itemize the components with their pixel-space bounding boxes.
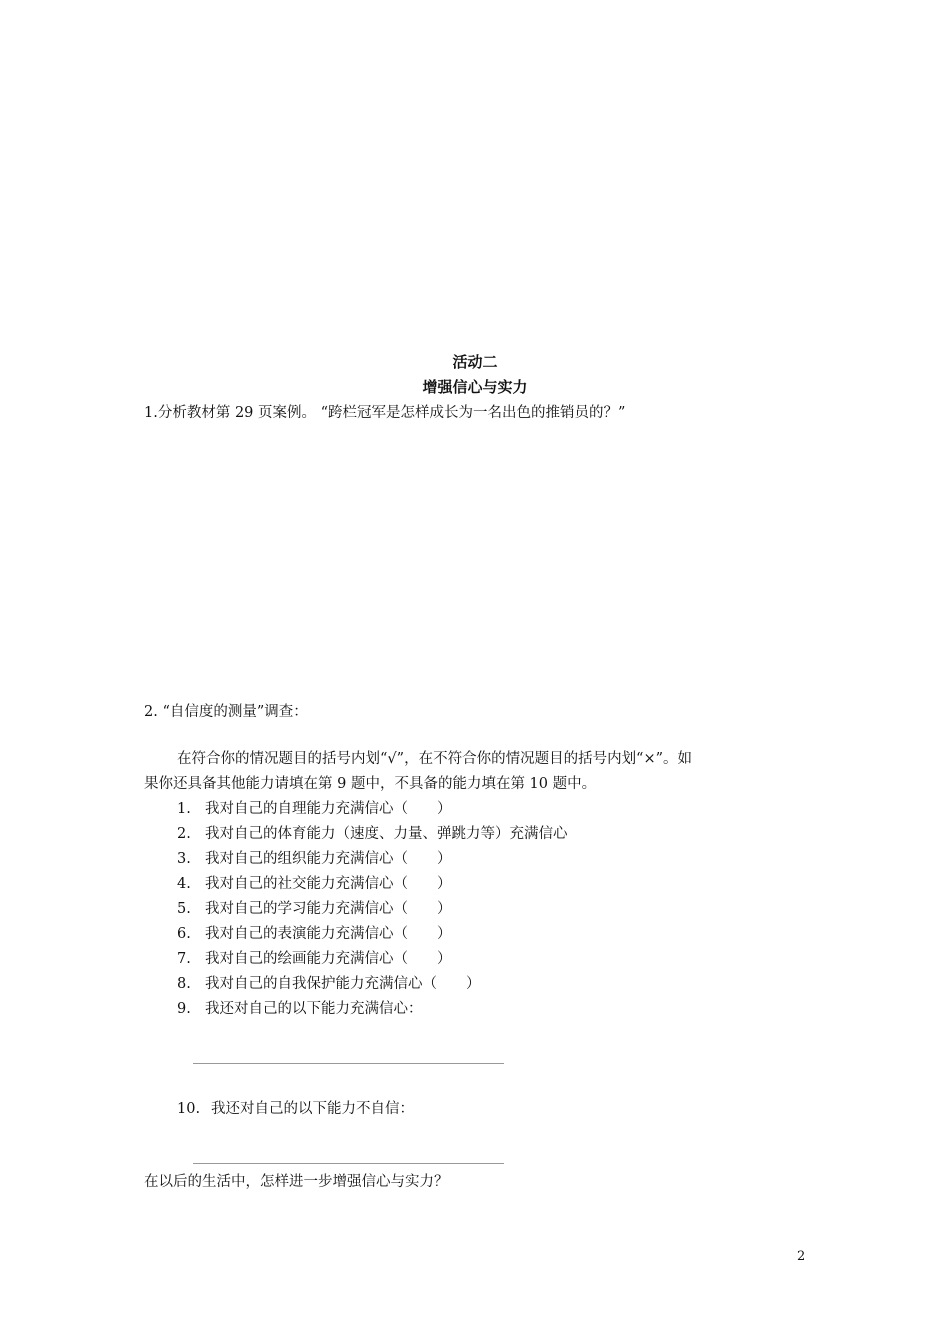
survey-item-text: 我对自己的组织能力充满信心（ ） xyxy=(205,851,452,867)
survey-item-number: 5. xyxy=(177,901,191,917)
survey-item xyxy=(177,849,452,869)
survey-item-text: 我对自己的体育能力（速度、力量、弹跳力等）充满信心 xyxy=(205,826,568,842)
question-2-title: 2. “自信度的测量”调查： xyxy=(144,704,308,720)
survey-item-number: 1. xyxy=(177,801,191,817)
question-2-instruction-line-1: 在符合你的情况题目的括号内划“√”，在不符合你的情况题目的括号内划“×”。如 xyxy=(177,751,693,767)
survey-item-text: 我还对自己的以下能力不自信： xyxy=(211,1101,414,1117)
survey-item xyxy=(177,799,452,819)
survey-item-number: 7. xyxy=(177,951,191,967)
question-2-instruction-line-2: 果你还具备其他能力请填在第 9 题中，不具备的能力填在第 10 题中。 xyxy=(144,776,597,792)
survey-item-number: 6. xyxy=(177,926,191,942)
activity-heading: 活动二 xyxy=(452,353,498,371)
activity-subheading: 增强信心与实力 xyxy=(422,378,528,396)
answer-line-item-9 xyxy=(193,1063,504,1064)
survey-item-text: 我对自己的学习能力充满信心（ ） xyxy=(205,901,452,917)
survey-item-number: 2. xyxy=(177,826,191,842)
survey-item-number: 3. xyxy=(177,851,191,867)
survey-item-text: 我对自己的绘画能力充满信心（ ） xyxy=(205,951,452,967)
survey-item xyxy=(177,924,452,944)
survey-item-number: 9. xyxy=(177,1001,191,1017)
survey-item-10 xyxy=(177,1099,414,1119)
survey-item xyxy=(177,974,481,994)
answer-line-item-10 xyxy=(193,1163,504,1164)
survey-item xyxy=(177,874,452,894)
page-number: 2 xyxy=(797,1249,806,1264)
survey-item-text: 我对自己的社交能力充满信心（ ） xyxy=(205,876,452,892)
survey-item-text: 我还对自己的以下能力充满信心： xyxy=(205,1001,423,1017)
survey-item-text: 我对自己的表演能力充满信心（ ） xyxy=(205,926,452,942)
survey-item xyxy=(177,824,568,844)
survey-item xyxy=(177,949,452,969)
survey-item xyxy=(177,999,423,1019)
survey-item xyxy=(177,899,452,919)
survey-item-number: 10. xyxy=(177,1101,201,1117)
question-1: 1.分析教材第 29 页案例。 “跨栏冠军是怎样成长为一名出色的推销员的？” xyxy=(144,405,626,421)
survey-item-number: 8. xyxy=(177,976,191,992)
survey-item-number: 4. xyxy=(177,876,191,892)
survey-item-text: 我对自己的自我保护能力充满信心（ ） xyxy=(205,976,481,992)
survey-item-text: 我对自己的自理能力充满信心（ ） xyxy=(205,801,452,817)
question-3: 在以后的生活中，怎样进一步增强信心与实力？ xyxy=(144,1174,449,1190)
